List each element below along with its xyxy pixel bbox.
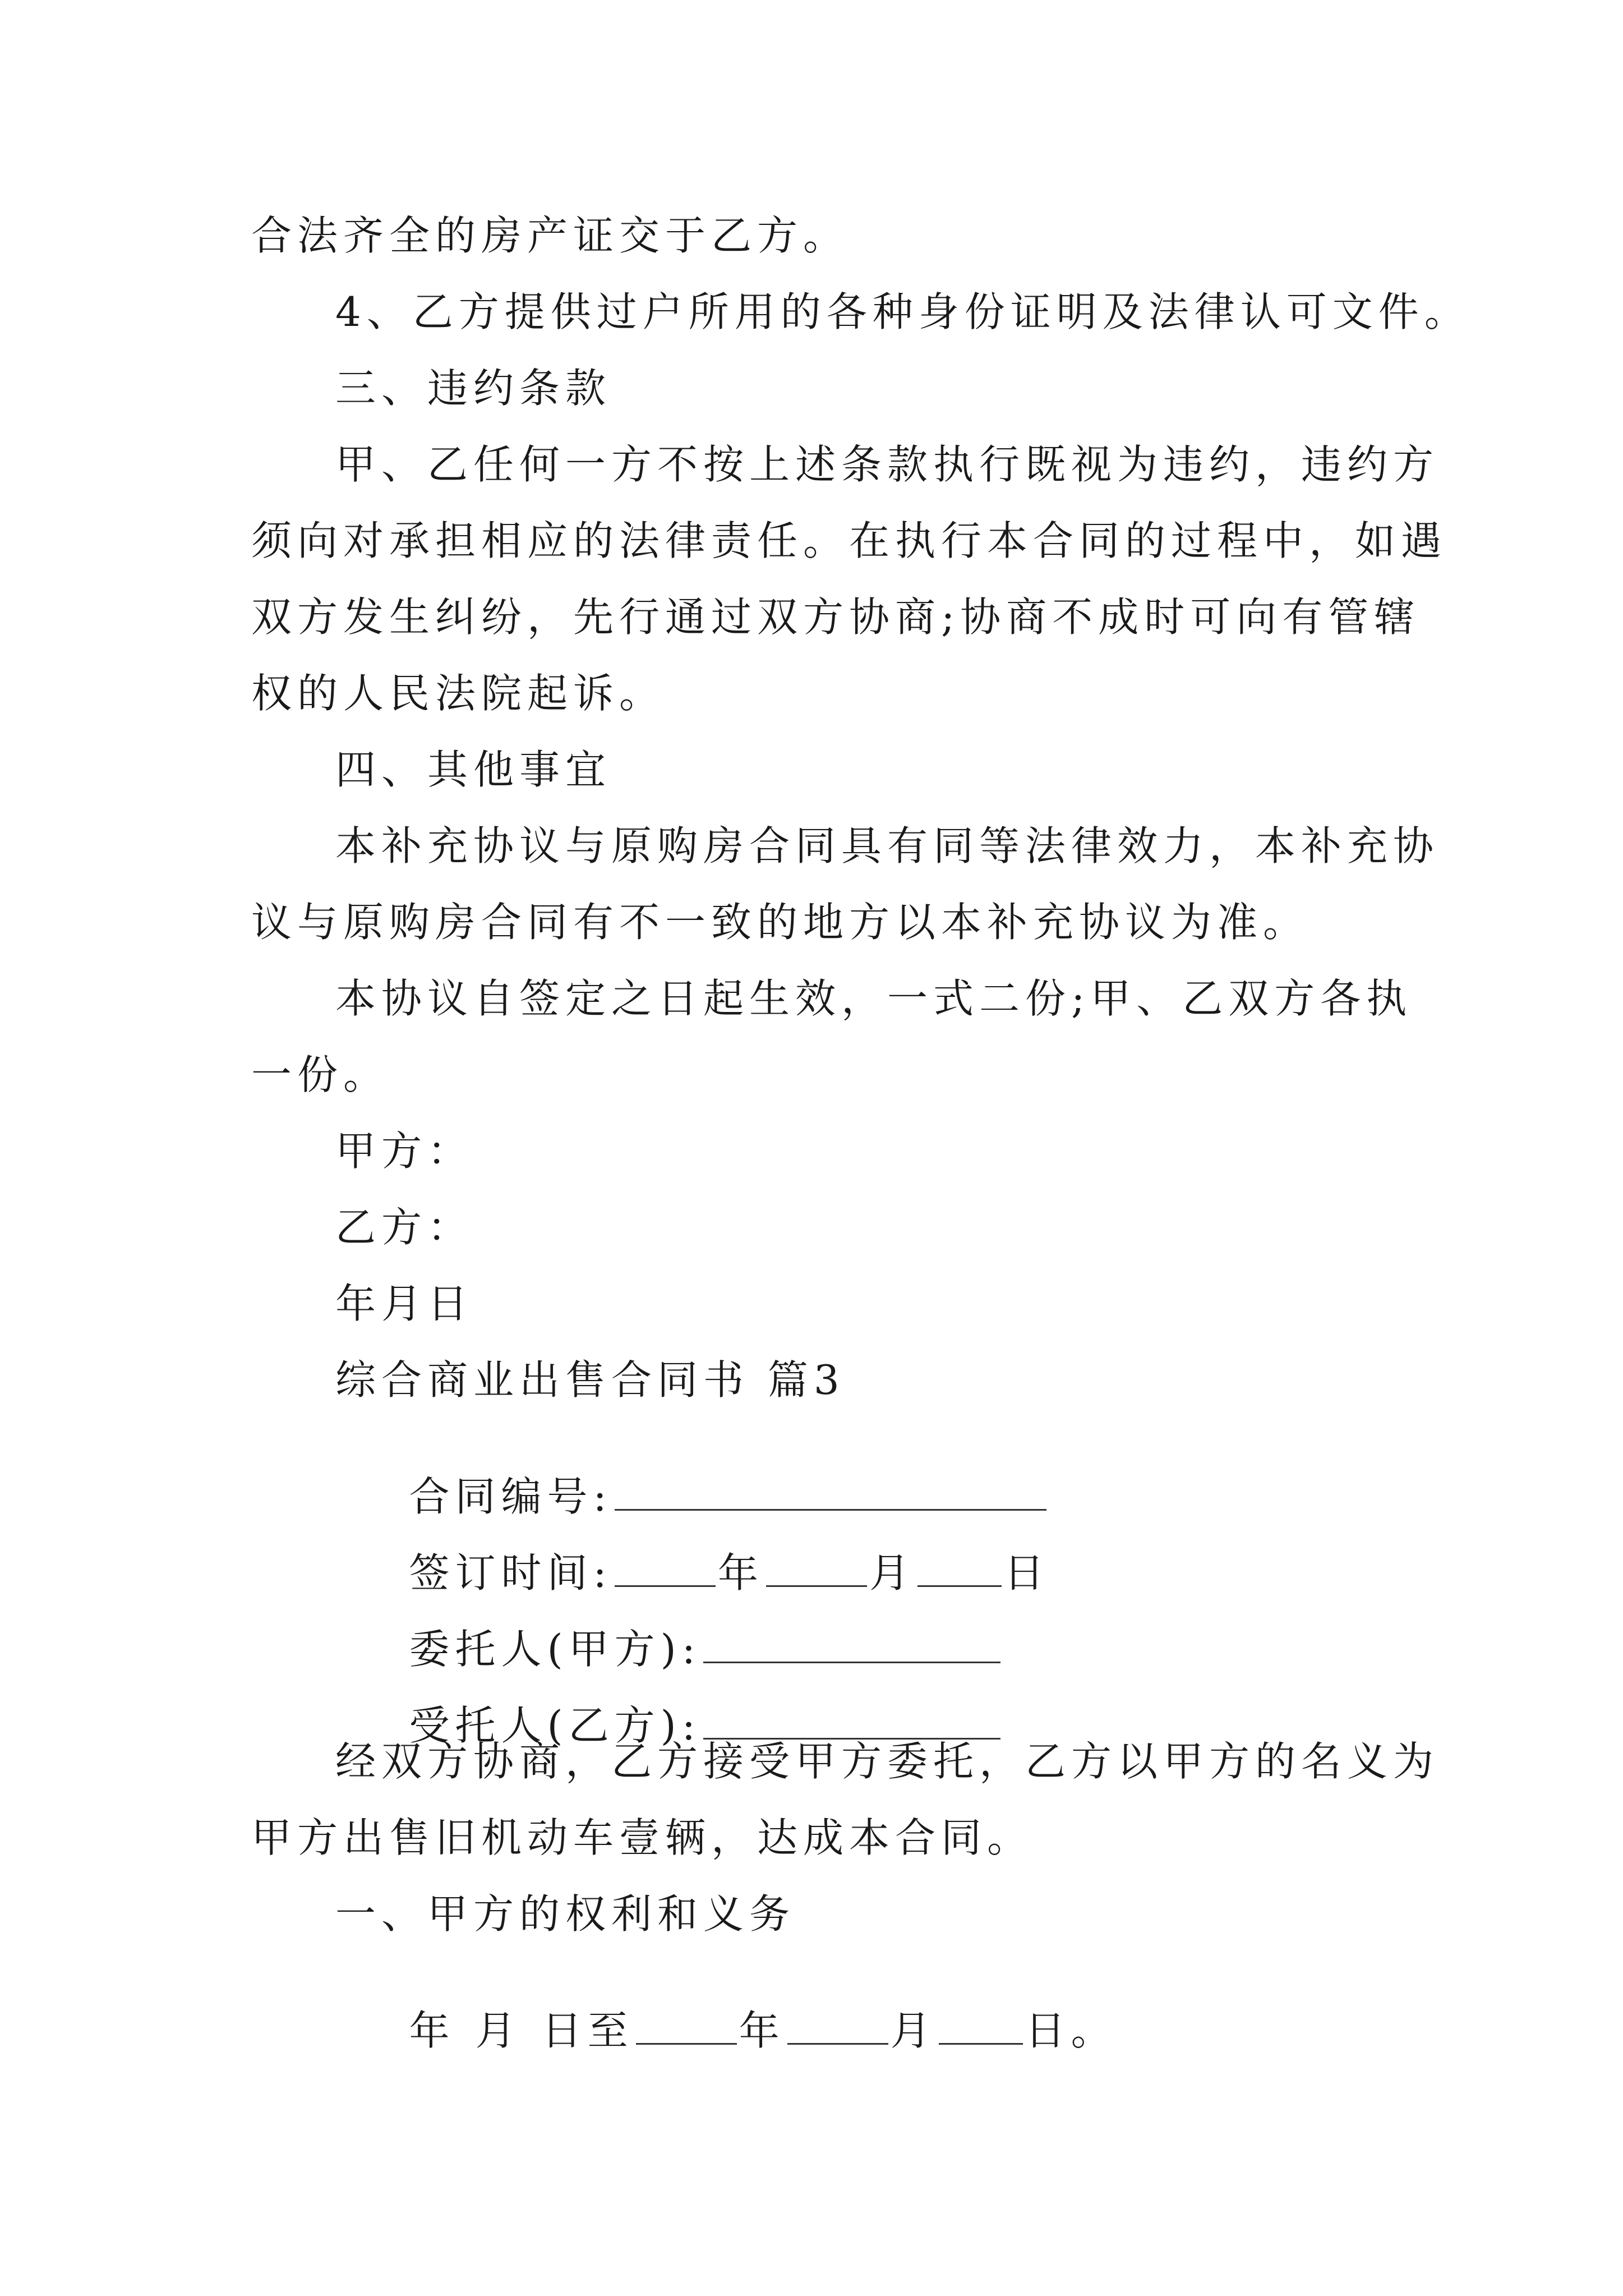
period-month-blank [787,2039,888,2045]
period-start-year: 年 [409,2007,455,2054]
text-line: 经双方协商，乙方接受甲方委托，乙方以甲方的名义为 [335,1738,1440,1785]
text-line: 合法齐全的房产证交于乙方。 [251,212,850,259]
text-line: 议与原购房合同有不一致的地方以本补充协议为准。 [251,899,1310,946]
text-line: 权的人民法院起诉。 [251,670,666,717]
text-line: 甲、乙任何一方不按上述条款执行既视为违约，违约方 [335,441,1440,488]
contract-number-label: 合同编号: [409,1473,612,1520]
period-day-blank [939,2039,1023,2045]
date-label: 年月日 [335,1280,474,1327]
party-b-label: 乙方： [335,1204,474,1251]
contract-title: 综合商业出售合同书 篇3 [335,1356,845,1404]
year-label: 年 [717,1549,764,1596]
period-line [335,1970,1117,2091]
client-label: 委托人(甲方): [409,1626,701,1673]
period-start-day: 日至 [541,2007,634,2054]
period-year-label: 年 [739,2007,785,2054]
section-heading: 一、甲方的权利和义务 [335,1890,796,1938]
text-line: 甲方出售旧机动车壹辆，达成本合同。 [251,1814,1034,1861]
text-line: 本补充协议与原购房合同具有同等法律效力，本补充协 [335,822,1440,869]
day-label: 日 [1003,1549,1050,1596]
client-blank [703,1657,1000,1663]
month-label: 月 [869,1549,915,1596]
day-blank [917,1581,1002,1587]
period-year-blank [636,2039,737,2045]
agent-label: 受托人(乙方): [409,1702,701,1749]
text-line: 一份。 [251,1051,390,1098]
party-a-label: 甲方： [335,1128,474,1175]
text-line: 须向对承担相应的法律责任。在执行本合同的过程中，如遇 [251,517,1447,564]
text-line: 本协议自签定之日起生效，一式二份;甲、乙双方各执 [335,975,1413,1022]
month-blank [766,1581,867,1587]
sign-time-label: 签订时间: [409,1549,612,1596]
section-heading: 四、其他事宜 [335,746,612,793]
text-line: 4、乙方提供过户所用的各种身份证明及法律认可文件。 [335,288,1470,335]
period-month-label: 月 [890,2007,937,2054]
text-line: 双方发生纠纷，先行通过双方协商;协商不成时可向有管辖 [251,593,1421,641]
year-blank [615,1581,716,1587]
contract-number-blank [615,1504,1046,1511]
period-start-month: 月 [475,2007,522,2054]
section-heading: 三、违约条款 [335,365,612,412]
period-day-label: 日。 [1025,2007,1117,2054]
